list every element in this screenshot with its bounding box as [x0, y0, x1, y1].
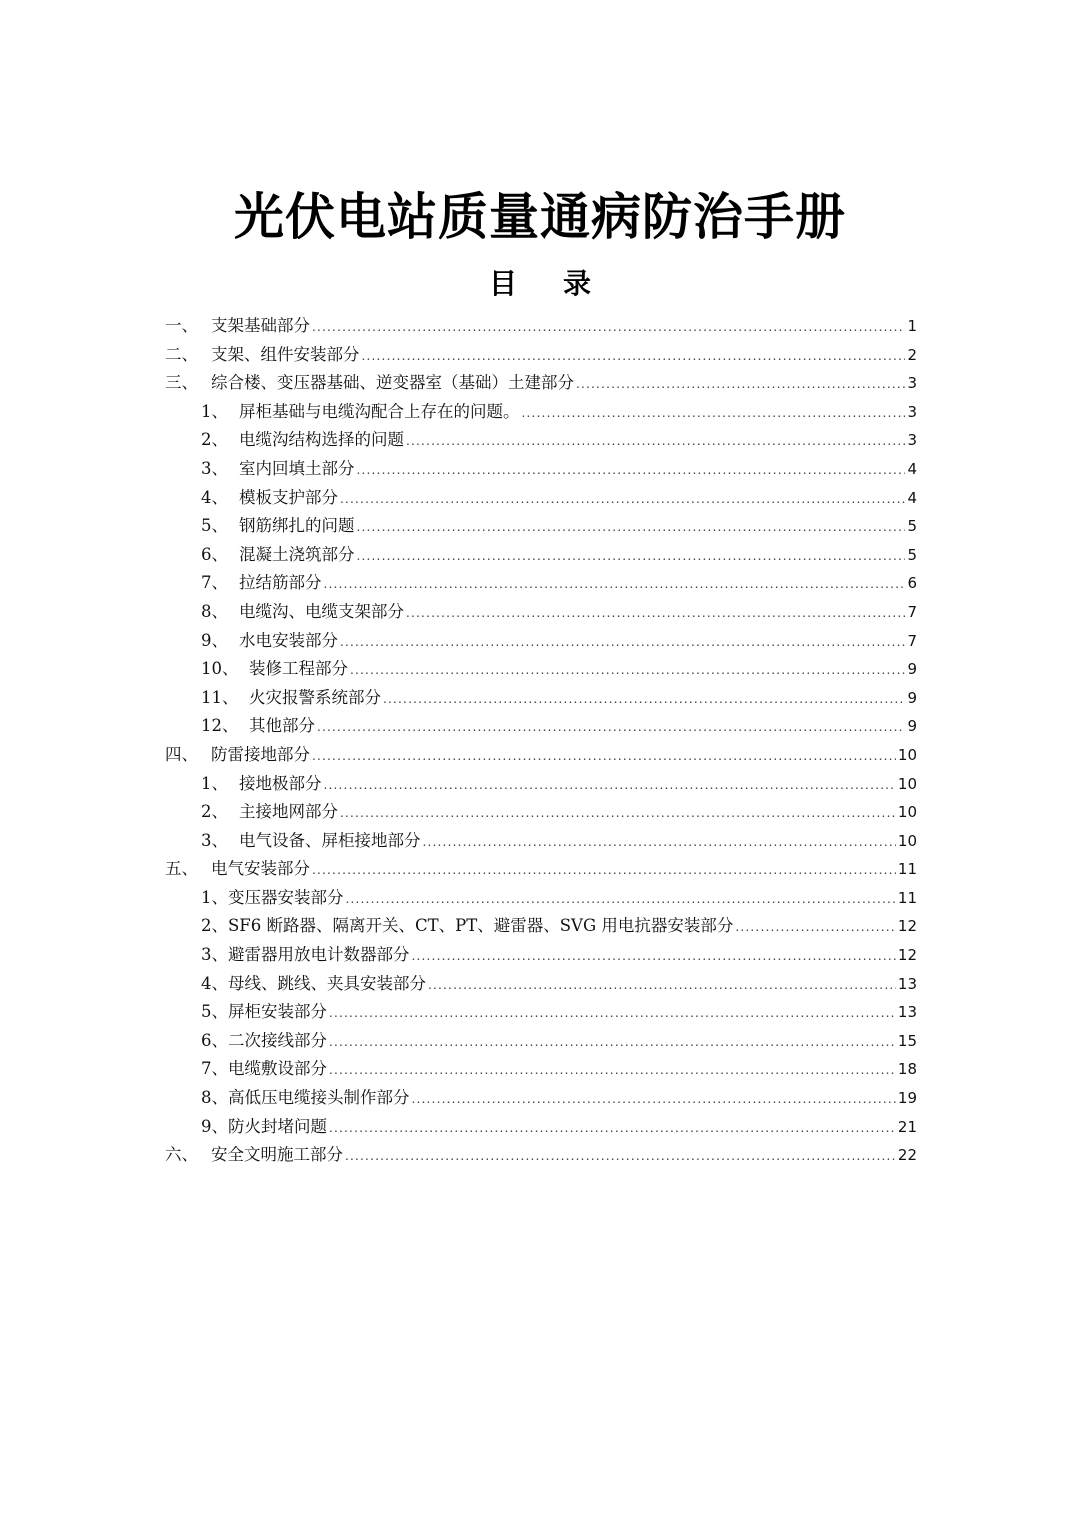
toc-leader-dots: [317, 713, 905, 742]
toc-entry-number: 9、: [201, 630, 228, 650]
toc-entry-page-number: 22: [897, 1146, 917, 1165]
toc-entry-number: 12、: [201, 716, 239, 736]
toc-entry-page-number: 5: [907, 545, 917, 564]
toc-entry[interactable]: [165, 712, 917, 741]
toc-leader-dots: [350, 656, 905, 685]
toc-entry-page-number: 9: [907, 688, 917, 707]
toc-leader-dots: [357, 542, 906, 571]
toc-entry-title: 4、母线、跳线、夹具安装部分: [201, 973, 426, 993]
toc-entry-number: 五、: [165, 859, 198, 879]
toc-entry-title: 钢筋绑扎的问题: [239, 516, 355, 536]
toc-entry[interactable]: [165, 426, 917, 455]
toc-leader-dots: [423, 828, 896, 857]
toc-entry[interactable]: [165, 398, 917, 427]
toc-leader-dots: [324, 771, 896, 800]
toc-entry[interactable]: [165, 655, 917, 684]
toc-entry-title: 模板支护部分: [239, 487, 338, 507]
toc-entry-page-number: 3: [907, 374, 917, 393]
toc-entry-page-number: 5: [907, 517, 917, 536]
toc-entry-page-number: 11: [897, 860, 917, 879]
toc-entry-page-number: 3: [907, 402, 917, 421]
toc-entry[interactable]: [165, 884, 917, 913]
toc-entry-number: 10、: [201, 659, 239, 679]
toc-entry-page-number: 4: [907, 488, 917, 507]
toc-entry-title: 2、SF6 断路器、隔离开关、CT、PT、避雷器、SVG 用电抗器安装部分: [201, 916, 734, 936]
toc-entry-title: 9、防火封堵问题: [201, 1116, 327, 1136]
toc-heading: [0, 264, 1080, 304]
toc-entry-title: 1、变压器安装部分: [201, 887, 344, 907]
toc-entry-page-number: 15: [897, 1031, 917, 1050]
toc-leader-dots: [312, 742, 896, 771]
toc-entry[interactable]: [165, 970, 917, 999]
toc-entry-number: 四、: [165, 744, 198, 764]
toc-entry[interactable]: [165, 455, 917, 484]
toc-entry-title: 拉结筋部分: [239, 573, 322, 593]
toc-entry[interactable]: [165, 998, 917, 1027]
toc-entry-number: 3、: [201, 830, 228, 850]
toc-entry-page-number: 7: [907, 602, 917, 621]
toc-entry[interactable]: [165, 1141, 917, 1170]
toc-leader-dots: [312, 856, 896, 885]
toc-entry-number: 7、: [201, 573, 228, 593]
toc-entry-number: 4、: [201, 487, 228, 507]
toc-entry-page-number: 10: [897, 745, 917, 764]
toc-leader-dots: [406, 599, 905, 628]
toc-entry[interactable]: [165, 1055, 917, 1084]
toc-entry-page-number: 13: [897, 1003, 917, 1022]
toc-leader-dots: [362, 342, 906, 371]
toc-leader-dots: [412, 1085, 896, 1114]
toc-leader-dots: [357, 513, 906, 542]
toc-entry-title: 8、高低压电缆接头制作部分: [201, 1088, 410, 1108]
toc-entry-page-number: 2: [907, 345, 917, 364]
document-title: 光伏电站质量通病防治手册: [234, 188, 846, 246]
toc-entry-number: 6、: [201, 544, 228, 564]
toc-entry[interactable]: [165, 598, 917, 627]
toc-entry[interactable]: [165, 770, 917, 799]
toc-entry-page-number: 3: [907, 431, 917, 450]
toc-entry-title: 电缆沟、电缆支架部分: [239, 601, 404, 621]
toc-entry[interactable]: [165, 312, 917, 341]
toc-leader-dots: [428, 971, 896, 1000]
toc-leader-dots: [576, 370, 905, 399]
toc-entry-page-number: 1: [907, 317, 917, 335]
toc-entry-number: 一、: [165, 316, 198, 335]
toc-entry-page-number: 10: [897, 803, 917, 822]
toc-entry-title: 综合楼、变压器基础、逆变器室（基础）土建部分: [211, 373, 574, 393]
toc-entry-number: 1、: [201, 773, 228, 793]
toc-entry-title: 混凝土浇筑部分: [239, 544, 355, 564]
toc-entry-title: 7、电缆敷设部分: [201, 1059, 327, 1079]
toc-leader-dots: [329, 1056, 896, 1085]
toc-entry-title: 接地极部分: [239, 773, 322, 793]
toc-entry-title: 其他部分: [249, 716, 315, 736]
toc-entry-title: 装修工程部分: [249, 659, 348, 679]
toc-entry-title: 防雷接地部分: [211, 744, 310, 764]
toc-entry-page-number: 11: [897, 888, 917, 907]
toc-entry-number: 二、: [165, 344, 198, 364]
toc-leader-dots: [345, 1142, 896, 1171]
toc-entry-number: 11、: [201, 687, 239, 707]
toc-leader-dots: [522, 399, 906, 428]
toc-entry-title: 主接地网部分: [239, 802, 338, 822]
toc-leader-dots: [735, 913, 896, 942]
toc-entry-page-number: 6: [907, 574, 917, 593]
table-of-contents: [165, 312, 917, 1170]
toc-entry-page-number: 9: [907, 717, 917, 736]
toc-entry-number: 2、: [201, 430, 228, 450]
toc-entry[interactable]: [165, 569, 917, 598]
toc-entry-title: 电气安装部分: [211, 859, 310, 879]
toc-leader-dots: [340, 628, 905, 657]
toc-entry-title: 室内回填土部分: [239, 458, 355, 478]
toc-entry-page-number: 19: [897, 1089, 917, 1108]
toc-entry-page-number: 18: [897, 1060, 917, 1079]
toc-entry-page-number: 12: [897, 946, 917, 965]
toc-entry-page-number: 13: [897, 974, 917, 993]
toc-entry-title: 支架基础部分: [211, 316, 310, 335]
toc-entry[interactable]: [165, 741, 917, 770]
toc-leader-dots: [406, 427, 905, 456]
toc-entry[interactable]: [165, 484, 917, 513]
toc-entry[interactable]: [165, 1084, 917, 1113]
toc-entry-number: 1、: [201, 401, 228, 421]
toc-entry-title: 火灾报警系统部分: [249, 687, 381, 707]
toc-entry-number: 5、: [201, 516, 228, 536]
toc-leader-dots: [346, 885, 896, 914]
toc-entry-number: 2、: [201, 802, 228, 822]
toc-leader-dots: [340, 799, 896, 828]
toc-entry-number: 三、: [165, 373, 198, 393]
toc-entry-title: 电缆沟结构选择的问题: [239, 430, 404, 450]
toc-entry[interactable]: [165, 1113, 917, 1142]
toc-entry[interactable]: [165, 369, 917, 398]
toc-entry[interactable]: [165, 512, 917, 541]
toc-entry[interactable]: [165, 627, 917, 656]
toc-leader-dots: [412, 942, 896, 971]
toc-entry-title: 6、二次接线部分: [201, 1030, 327, 1050]
toc-entry-title: 安全文明施工部分: [211, 1145, 343, 1165]
toc-entry[interactable]: [165, 684, 917, 713]
toc-entry-title: 电气设备、屏柜接地部分: [239, 830, 421, 850]
toc-entry-number: 六、: [165, 1145, 198, 1165]
toc-entry-title: 屏柜基础与电缆沟配合上存在的问题。: [239, 401, 520, 421]
toc-entry-number: 8、: [201, 601, 228, 621]
toc-leader-dots: [312, 313, 905, 342]
toc-leader-dots: [329, 1028, 896, 1057]
toc-heading-char-1: 目: [488, 267, 517, 300]
toc-entry[interactable]: [165, 941, 917, 970]
toc-entry-page-number: 21: [897, 1117, 917, 1136]
toc-entry[interactable]: [165, 541, 917, 570]
toc-leader-dots: [329, 1114, 896, 1143]
toc-entry[interactable]: [165, 912, 917, 941]
toc-entry-title: 支架、组件安装部分: [211, 344, 360, 364]
toc-leader-dots: [329, 999, 896, 1028]
toc-entry-number: 3、: [201, 458, 228, 478]
toc-entry-page-number: 12: [897, 917, 917, 936]
toc-entry-title: 5、屏柜安装部分: [201, 1002, 327, 1022]
toc-entry-title: 水电安装部分: [239, 630, 338, 650]
toc-entry[interactable]: [165, 341, 917, 370]
toc-heading-char-2: 录: [563, 267, 592, 300]
toc-entry-page-number: 10: [897, 774, 917, 793]
toc-entry-page-number: 9: [907, 660, 917, 679]
toc-entry[interactable]: [165, 798, 917, 827]
toc-entry-page-number: 4: [907, 459, 917, 478]
toc-entry[interactable]: [165, 855, 917, 884]
toc-leader-dots: [324, 570, 906, 599]
toc-entry[interactable]: [165, 1027, 917, 1056]
toc-leader-dots: [340, 485, 905, 514]
toc-entry-page-number: 10: [897, 831, 917, 850]
toc-entry-page-number: 7: [907, 631, 917, 650]
toc-leader-dots: [357, 456, 906, 485]
toc-entry[interactable]: [165, 827, 917, 856]
toc-entry-title: 3、避雷器用放电计数器部分: [201, 945, 410, 965]
toc-leader-dots: [383, 685, 905, 714]
